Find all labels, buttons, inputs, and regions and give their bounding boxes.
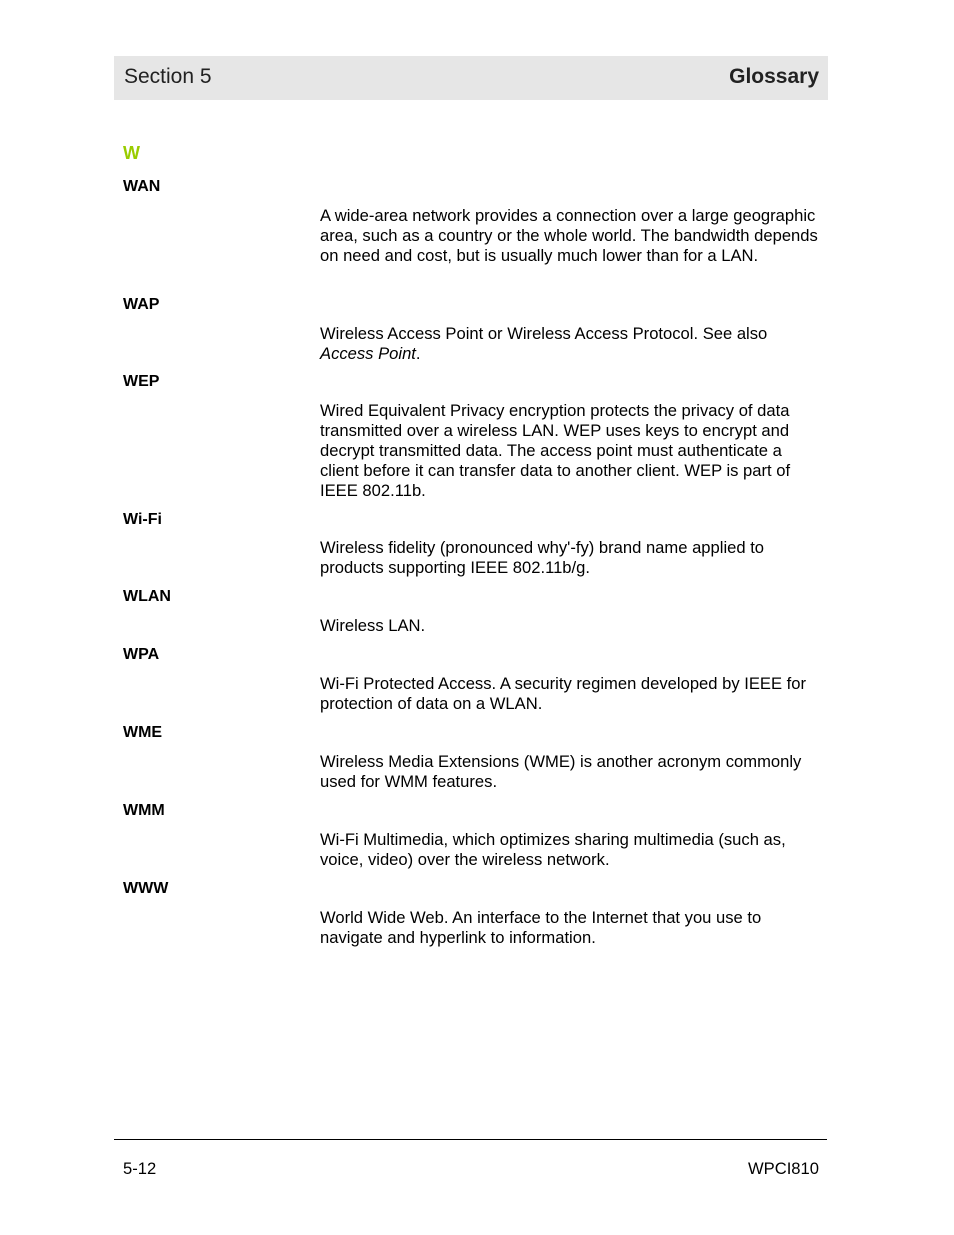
definition-wap-text: Wireless Access Point or Wireless Access Protocol. See also (320, 324, 768, 343)
section-label: Section 5 (124, 65, 212, 88)
term-wlan: WLAN (123, 588, 171, 605)
chapter-title: Glossary (729, 65, 819, 88)
term-www: WWW (123, 880, 169, 897)
letter-heading: W (123, 143, 140, 163)
term-wpa: WPA (123, 646, 160, 663)
model-number: WPCI810 (747, 1159, 819, 1178)
page-number: 5-12 (123, 1159, 157, 1178)
term-wi-fi: Wi-Fi (123, 511, 162, 528)
term-wme: WME (123, 724, 163, 741)
definition-wap (320, 324, 825, 364)
definition-wep: Wired Equivalent Privacy encryption protects the privacy of data transmitted over a wireless LAN. WEP uses keys to encrypt and decrypt transmitted data. The access point must authenticate a client before it can transfer data to another client. WEP is part of IEEE 802.11b. (320, 401, 791, 500)
definition-wap-reference: Access Point (320, 344, 416, 363)
term-wep: WEP (123, 373, 160, 390)
page-header (114, 56, 828, 100)
term-wap: WAP (123, 296, 160, 313)
definition-wmm: Wi-Fi Multimedia, which optimizes sharing multimedia (such as, voice, video) over the wireless network. (320, 830, 786, 869)
footer-divider (114, 1139, 827, 1140)
definition-www: World Wide Web. An interface to the Internet that you use to navigate and hyperlink to information. (320, 908, 762, 947)
term-wan: WAN (123, 178, 161, 195)
definition-wpa: Wi-Fi Protected Access. A security regimen developed by IEEE for protection of data on a WLAN. (320, 674, 807, 713)
term-wmm: WMM (123, 802, 165, 819)
definition-wi-fi: Wireless fidelity (pronounced why'-fy) brand name applied to products supporting IEEE 802.11b/g. (320, 538, 765, 577)
definition-wap-end: . (415, 344, 421, 363)
definition-wan: A wide-area network provides a connection over a large geographic area, such as a country or the whole world. The bandwidth depends on need and cost, but is usually much lower than for a LAN. (320, 206, 818, 265)
definition-wme: Wireless Media Extensions (WME) is another acronym commonly used for WMM features. (320, 752, 802, 791)
definition-wlan: Wireless LAN. (320, 616, 426, 635)
